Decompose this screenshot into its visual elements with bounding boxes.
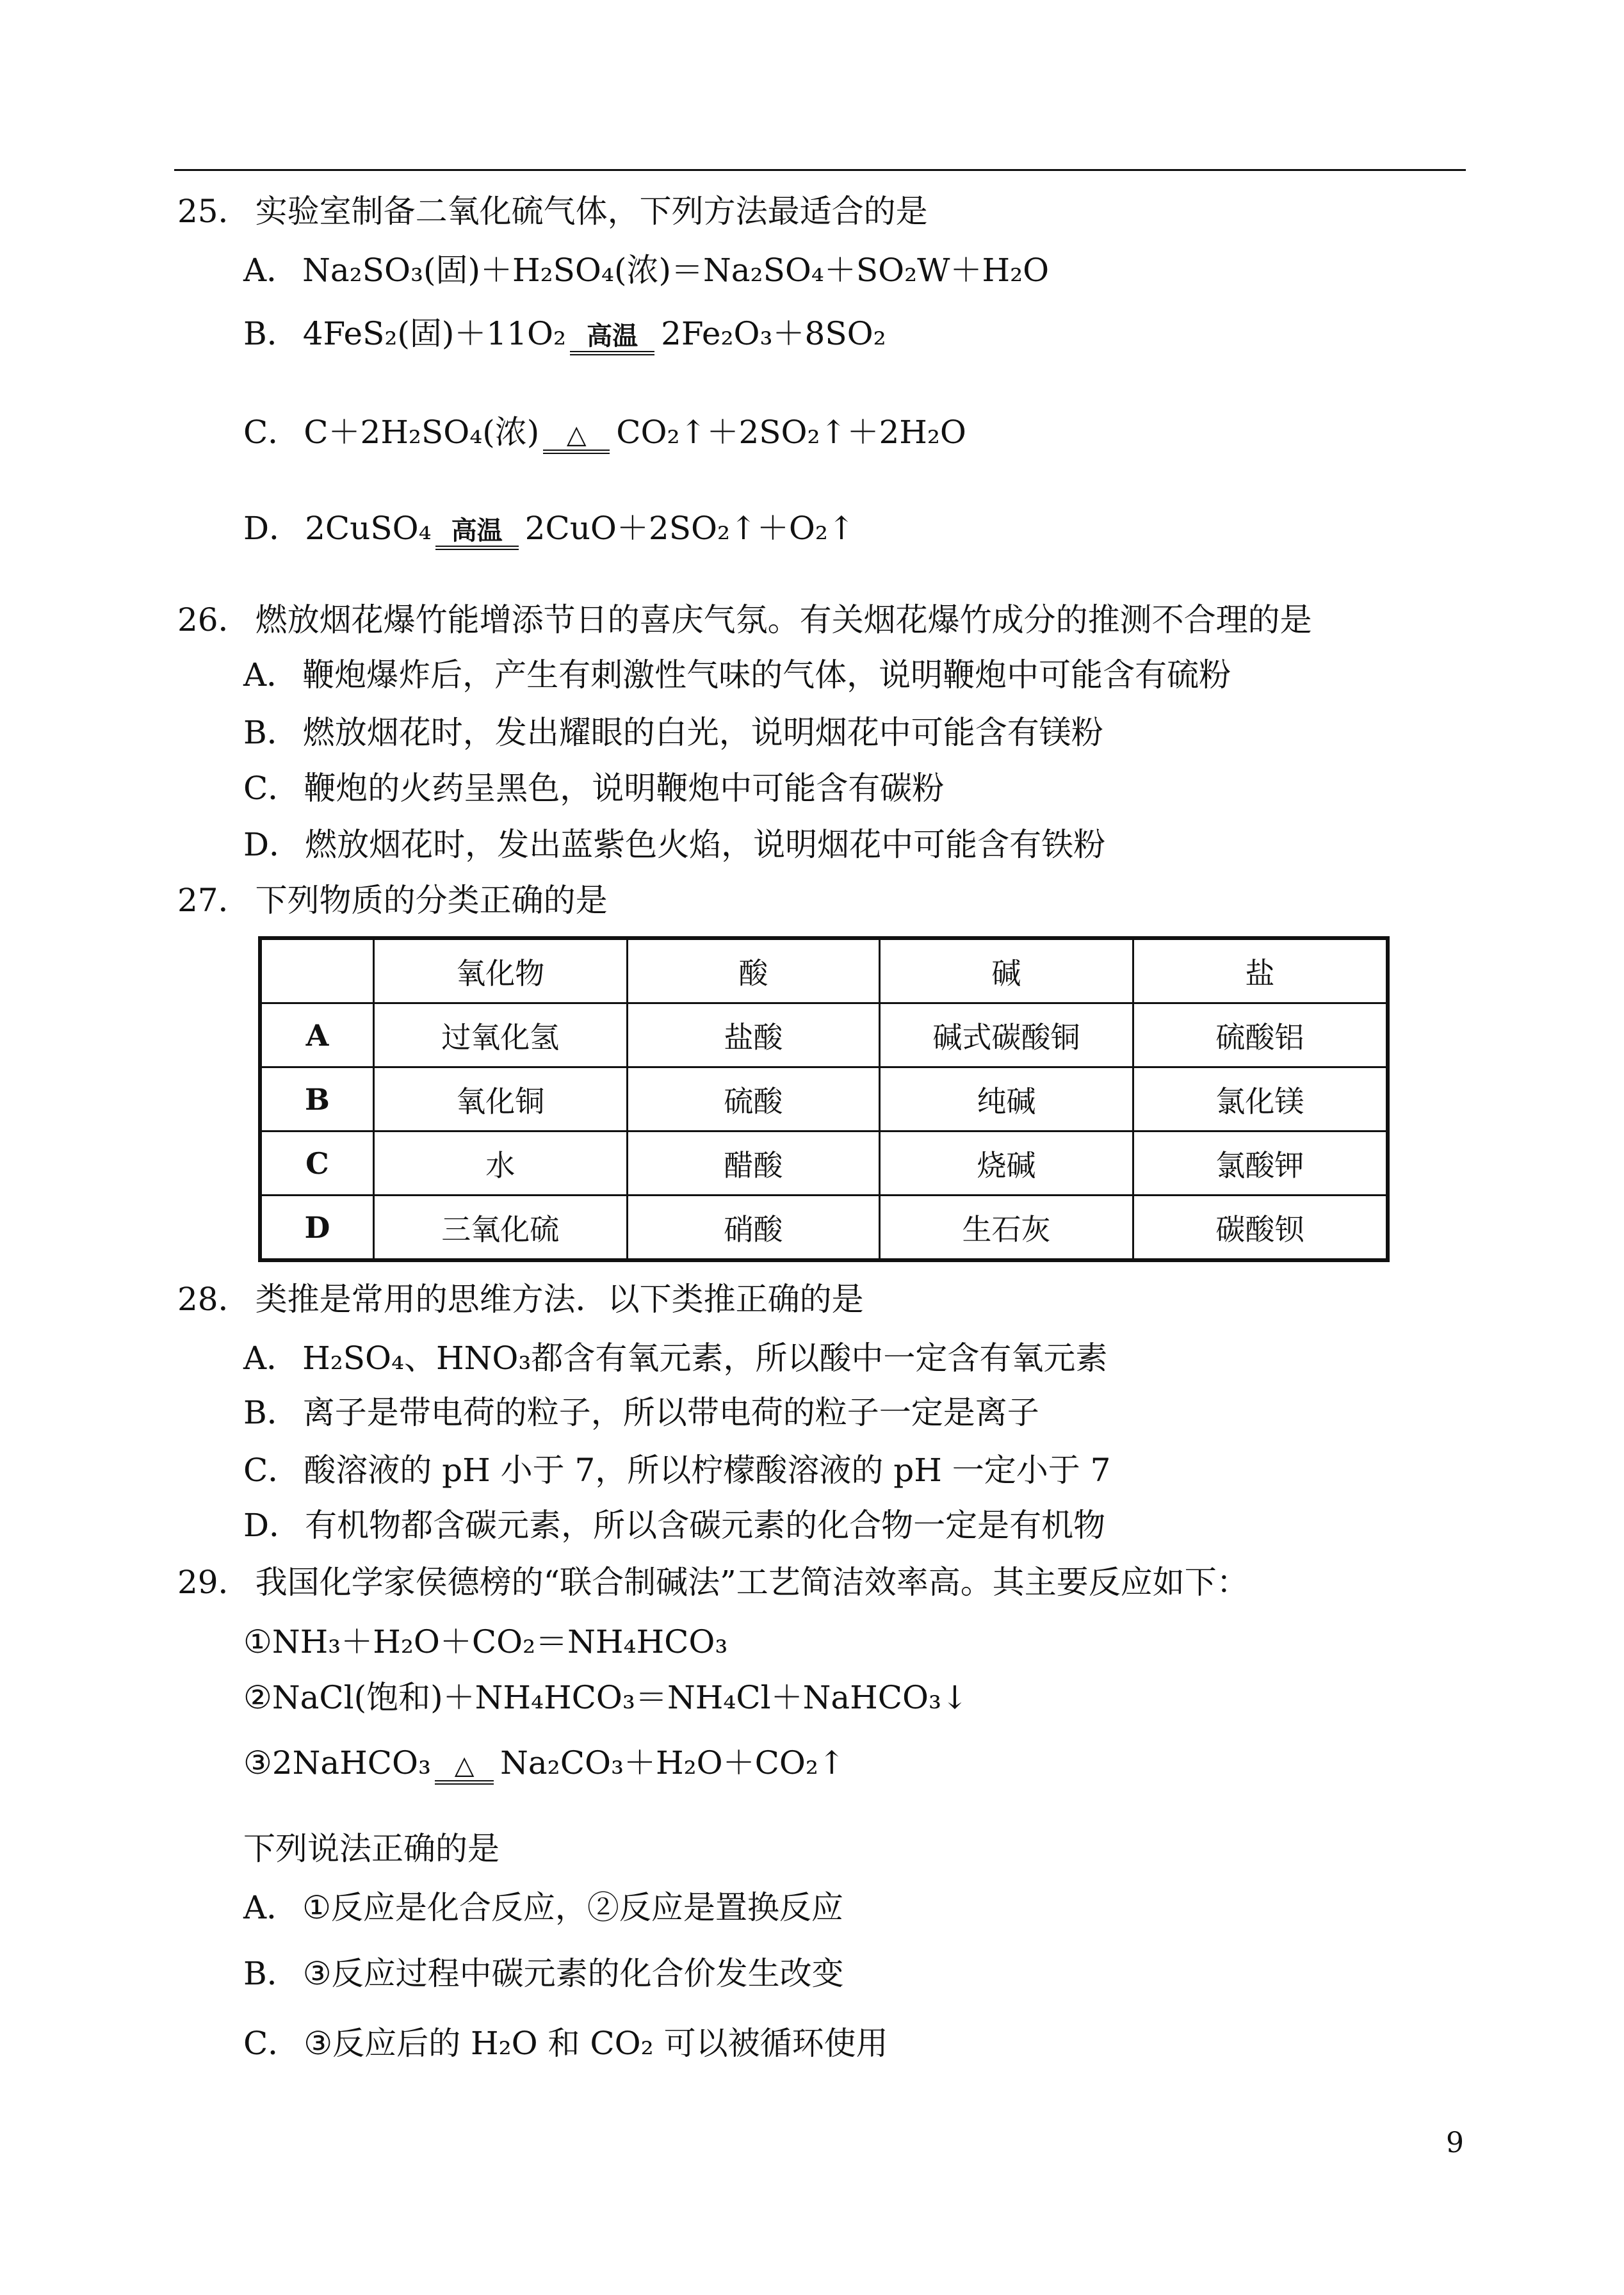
classification-table	[258, 936, 1390, 1262]
table-row	[260, 1196, 1388, 1261]
table-cell: 水	[373, 1131, 627, 1196]
table-row	[260, 1131, 1388, 1196]
equation-reactants: 4FeS₂(固)＋11O₂	[302, 315, 567, 352]
option-text: H₂SO₄、HNO₃都含有氧元素，所以酸中一定含有氧元素	[302, 1340, 1108, 1377]
question-29-reaction-3	[243, 1745, 845, 1781]
equation: Na₂SO₃(固)＋H₂SO₄(浓)＝Na₂SO₄＋SO₂W＋H₂O	[302, 252, 1050, 289]
question-number: 26．	[177, 601, 250, 638]
table-cell: 烧碱	[880, 1131, 1133, 1196]
option-text: ①反应是化合反应，②反应是置换反应	[302, 1889, 843, 1926]
table-cell: 氧化铜	[373, 1067, 627, 1131]
question-number: 25．	[177, 193, 250, 230]
option-label: A．	[243, 1889, 299, 1926]
option-label: C．	[243, 770, 300, 807]
reaction-condition: △	[435, 1751, 494, 1785]
question-28-option-d	[243, 1507, 1105, 1543]
option-label: A．	[243, 252, 299, 289]
option-label: B．	[243, 1955, 299, 1992]
question-26-option-c	[243, 770, 944, 806]
question-25-option-c	[243, 414, 966, 450]
table-cell: 氯酸钾	[1133, 1131, 1388, 1196]
table-row-label: B	[260, 1067, 373, 1131]
option-text: ③反应过程中碳元素的化合价发生改变	[302, 1955, 844, 1992]
question-29-reaction-2	[243, 1680, 968, 1715]
question-29-prompt	[243, 1831, 499, 1867]
equation-products: Na₂CO₃＋H₂O＋CO₂↑	[500, 1744, 845, 1781]
table-header-cell: 碱	[880, 938, 1133, 1003]
table-header-cell: 酸	[627, 938, 880, 1003]
equation: ①NH₃＋H₂O＋CO₂＝NH₄HCO₃	[243, 1623, 728, 1660]
question-number: 27．	[177, 882, 250, 919]
question-text: 下列物质的分类正确的是	[255, 882, 608, 919]
question-number: 29．	[177, 1564, 250, 1601]
reaction-condition: △	[543, 421, 610, 454]
page-number: 9	[1446, 2127, 1464, 2159]
equation-reactants: ③2NaHCO₃	[243, 1744, 432, 1781]
option-label: A．	[243, 656, 299, 693]
equation-products: 2Fe₂O₃＋8SO₂	[661, 315, 886, 352]
option-text: 鞭炮爆炸后，产生有刺激性气味的气体，说明鞭炮中可能含有硫粉	[302, 656, 1231, 693]
table-corner-cell	[260, 938, 373, 1003]
option-label: D．	[243, 1507, 302, 1544]
table-cell: 三氧化硫	[373, 1196, 627, 1261]
table-cell: 硫酸	[627, 1067, 880, 1131]
table-cell: 氯化镁	[1133, 1067, 1388, 1131]
equation-products: CO₂↑＋2SO₂↑＋2H₂O	[616, 414, 966, 451]
table-header-row	[260, 938, 1388, 1003]
option-label: D．	[243, 510, 302, 547]
option-label: C．	[243, 2025, 300, 2062]
table-row-label: D	[260, 1196, 373, 1261]
table-row-label: A	[260, 1003, 373, 1067]
equation: ②NaCl(饱和)＋NH₄HCO₃＝NH₄Cl＋NaHCO₃↓	[243, 1679, 968, 1716]
table-header-cell: 盐	[1133, 938, 1388, 1003]
table-cell: 过氧化氢	[373, 1003, 627, 1067]
table-cell: 醋酸	[627, 1131, 880, 1196]
table-cell: 硫酸铝	[1133, 1003, 1388, 1067]
question-26-stem	[177, 602, 1312, 638]
option-text: 酸溶液的 pH 小于 7，所以柠檬酸溶液的 pH 一定小于 7	[304, 1452, 1111, 1489]
option-label: C．	[243, 414, 300, 451]
table-cell: 碳酸钡	[1133, 1196, 1388, 1261]
question-text: 我国化学家侯德榜的“联合制碱法”工艺简洁效率高。其主要反应如下：	[255, 1564, 1249, 1601]
equation-products: 2CuO＋2SO₂↑＋O₂↑	[524, 510, 855, 547]
question-28-option-c	[243, 1452, 1110, 1488]
question-26-option-a	[243, 657, 1231, 693]
question-26-option-b	[243, 715, 1103, 750]
table-row	[260, 1003, 1388, 1067]
table-cell: 盐酸	[627, 1003, 880, 1067]
question-text: 燃放烟花爆竹能增添节日的喜庆气氛。有关烟花爆竹成分的推测不合理的是	[255, 601, 1312, 638]
option-text: 有机物都含碳元素，所以含碳元素的化合物一定是有机物	[305, 1507, 1106, 1544]
option-label: A．	[243, 1340, 299, 1377]
option-text: 燃放烟花时，发出蓝紫色火焰，说明烟花中可能含有铁粉	[305, 826, 1106, 863]
header-rule	[174, 169, 1466, 171]
question-26-option-d	[243, 827, 1105, 863]
question-25-option-a	[243, 252, 1049, 288]
question-29-reaction-1	[243, 1624, 727, 1660]
option-text: 鞭炮的火药呈黑色，说明鞭炮中可能含有碳粉	[304, 770, 945, 807]
question-29-stem	[177, 1564, 1249, 1600]
reaction-condition: 高温	[435, 517, 519, 550]
question-28-option-a	[243, 1340, 1107, 1376]
option-label: B．	[243, 1394, 299, 1431]
option-text: 离子是带电荷的粒子，所以带电荷的粒子一定是离子	[302, 1394, 1039, 1431]
option-label: B．	[243, 315, 299, 352]
table-header-cell: 氧化物	[373, 938, 627, 1003]
table-row-label: C	[260, 1131, 373, 1196]
equation-reactants: 2CuSO₄	[305, 510, 432, 547]
option-label: C．	[243, 1452, 300, 1489]
question-29-option-b	[243, 1956, 844, 1991]
reaction-condition: 高温	[570, 322, 654, 355]
question-text: 实验室制备二氧化硫气体，下列方法最适合的是	[255, 193, 928, 230]
question-number: 28．	[177, 1281, 250, 1318]
question-29-option-a	[243, 1890, 843, 1926]
table-cell: 生石灰	[880, 1196, 1133, 1261]
question-27-stem	[177, 882, 608, 918]
equation-reactants: C＋2H₂SO₄(浓)	[304, 414, 540, 451]
table-cell: 碱式碳酸铜	[880, 1003, 1133, 1067]
option-label: D．	[243, 826, 302, 863]
option-text: 燃放烟花时，发出耀眼的白光，说明烟花中可能含有镁粉	[302, 714, 1103, 751]
table-cell: 硝酸	[627, 1196, 880, 1261]
table-row	[260, 1067, 1388, 1131]
question-29-option-c	[243, 2025, 888, 2061]
question-28-stem	[177, 1281, 864, 1317]
question-28-option-b	[243, 1395, 1039, 1431]
question-25-option-d	[243, 510, 855, 546]
classification-table-wrapper	[258, 936, 1390, 1262]
option-label: B．	[243, 714, 299, 751]
question-text: 类推是常用的思维方法．以下类推正确的是	[255, 1281, 864, 1318]
table-cell: 纯碱	[880, 1067, 1133, 1131]
option-text: ③反应后的 H₂O 和 CO₂ 可以被循环使用	[304, 2025, 888, 2062]
question-25-option-b	[243, 316, 886, 352]
question-prompt: 下列说法正确的是	[243, 1830, 499, 1867]
question-25-stem	[177, 193, 928, 229]
